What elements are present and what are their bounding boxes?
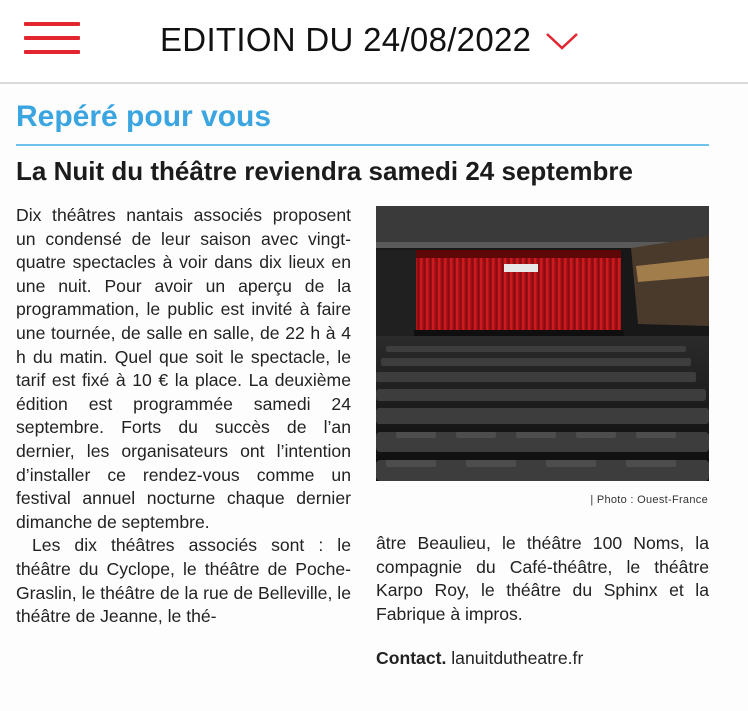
photo-credit: | Photo : Ouest-France: [590, 494, 708, 506]
top-bar: [0, 0, 748, 84]
chevron-down-icon[interactable]: [545, 31, 579, 51]
article-headline: La Nuit du théâtre reviendra samedi 24 septembre: [16, 156, 633, 186]
section-title: Repéré pour vous: [16, 100, 272, 133]
contact-link[interactable]: lanuitdutheatre.fr: [451, 648, 584, 669]
article-paragraph: âtre Beaulieu, le théâtre 100 Noms, la compagnie du Café-théâtre, le théâtre Karpo Roy, le théâtre du Sphinx et la Fabrique à impros.: [376, 533, 709, 624]
article: [0, 84, 748, 711]
contact-label: Contact.: [376, 648, 447, 669]
hamburger-icon[interactable]: [24, 22, 82, 56]
section-divider: [16, 144, 709, 146]
edition-label: EDITION DU 24/08/2022: [160, 21, 532, 58]
article-column-left: [16, 204, 351, 629]
article-paragraph: Dix théâtres nantais associés proposent un condensé de leur saison avec vingt-quatre spectacles à voir dans dix lieux en une nuit. Pour avoir un aperçu de la programmation, le public est invité à faire une tournée, de salle en salle, de 22 h à 4 h du matin. Quel que soit le spectacle, le tarif est fixé à 10 € la place. La deuxième édition est programmée samedi 24 septembre. Forts du succès de l’an dernier, les organisateurs ont l’intention d’installer ce rendez-vous comme un festival annuel nocturne chaque dernier dimanche de septembre.: [16, 205, 351, 532]
contact-line: [376, 647, 709, 671]
article-column-right: [376, 532, 709, 671]
edition-selector[interactable]: [160, 18, 579, 62]
article-paragraph: Les dix théâtres associés sont : le théâtre du Cyclope, le théâtre de Poche-Graslin, le théâtre de la rue de Belleville, le théâtre de Jeanne, le thé-: [16, 535, 351, 627]
theatre-photo: [376, 206, 709, 481]
